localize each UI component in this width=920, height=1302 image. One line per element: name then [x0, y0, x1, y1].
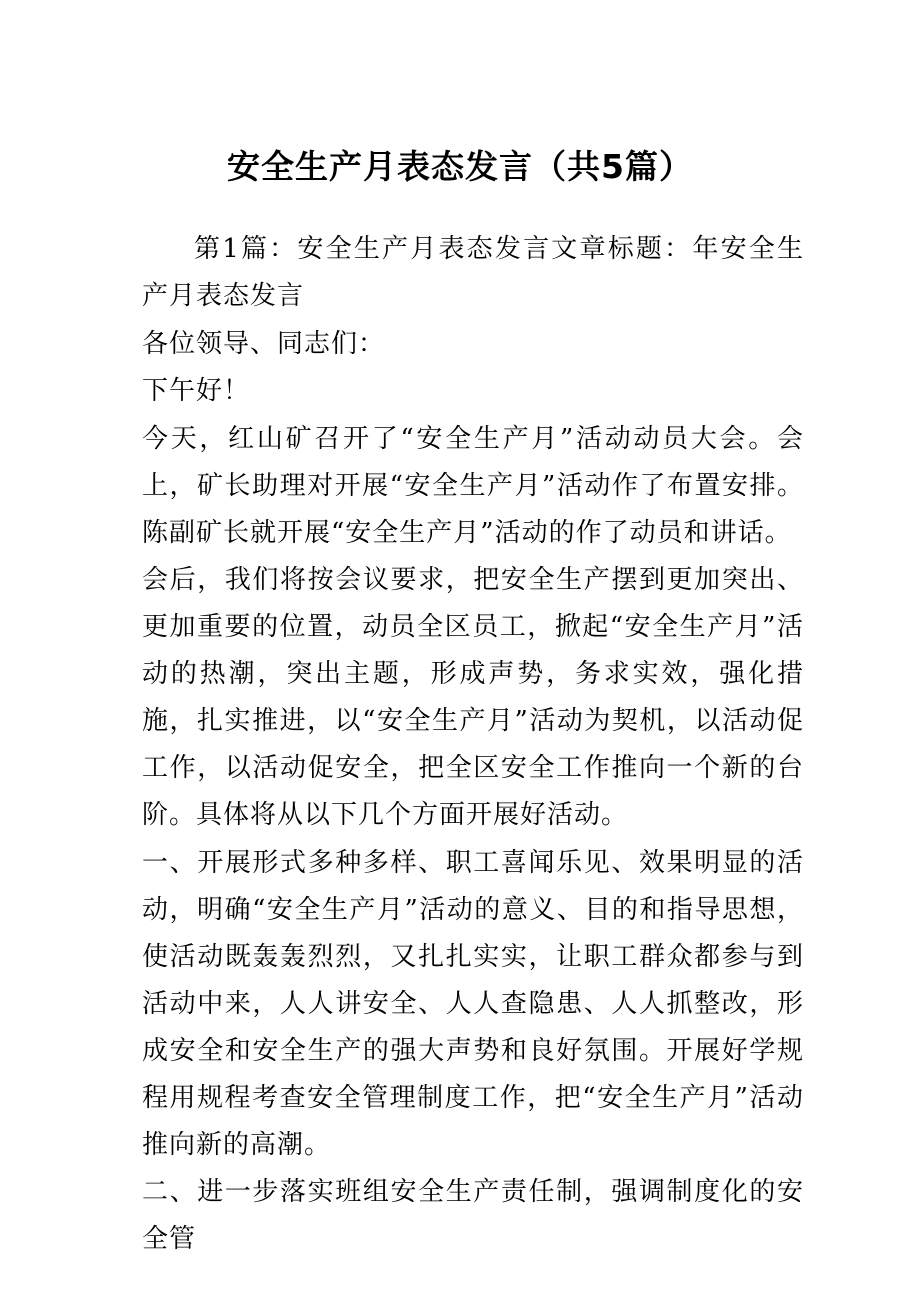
paragraph-chapter-heading: 第1篇：安全生产月表态发言文章标题：年安全生产月表态发言 [142, 234, 804, 311]
paragraph-point-two: 二、进一步落实班组安全生产责任制，强调制度化的安全管 [142, 1177, 804, 1254]
document-title: 安全生产月表态发言（共5篇） [227, 147, 693, 186]
paragraph-greeting: 下午好！ [142, 376, 251, 406]
paragraph-salutation: 各位领导、同志们： [142, 328, 386, 359]
paragraph-plan-overview: 会后，我们将按会议要求，把安全生产摆到更加突出、更加重要的位置，动员全区员工，掀起“安全生产月”活动的热潮，突出主题，形成声势，务求实效，强化措施，扎实推进，以“安全生产月”活动为契机，以活动促工作，以活动促安全，把全区安全工作推向一个新的台阶。具体将从以下几个方面开展好活动。 [142, 565, 804, 830]
paragraph-point-one: 一、开展形式多种多样、职工喜闻乐见、效果明显的活动，明确“安全生产月”活动的意义、目的和指导思想，使活动既轰轰烈烈，又扎扎实实，让职工群众都参与到活动中来，人人讲安全、人人查隐患、人人抓整改，形成安全和安全生产的强大声势和良好氛围。开展好学规程用规程考查安全管理制度工作，把“安全生产月”活动推向新的高潮。 [142, 847, 804, 1160]
paragraph-meeting-summary: 今天，红山矿召开了“安全生产月”活动动员大会。会上，矿长助理对开展“安全生产月”活动作了布置安排。陈副矿长就开展“安全生产月”活动的作了动员和讲话。 [142, 423, 804, 548]
document-body [142, 226, 804, 1264]
